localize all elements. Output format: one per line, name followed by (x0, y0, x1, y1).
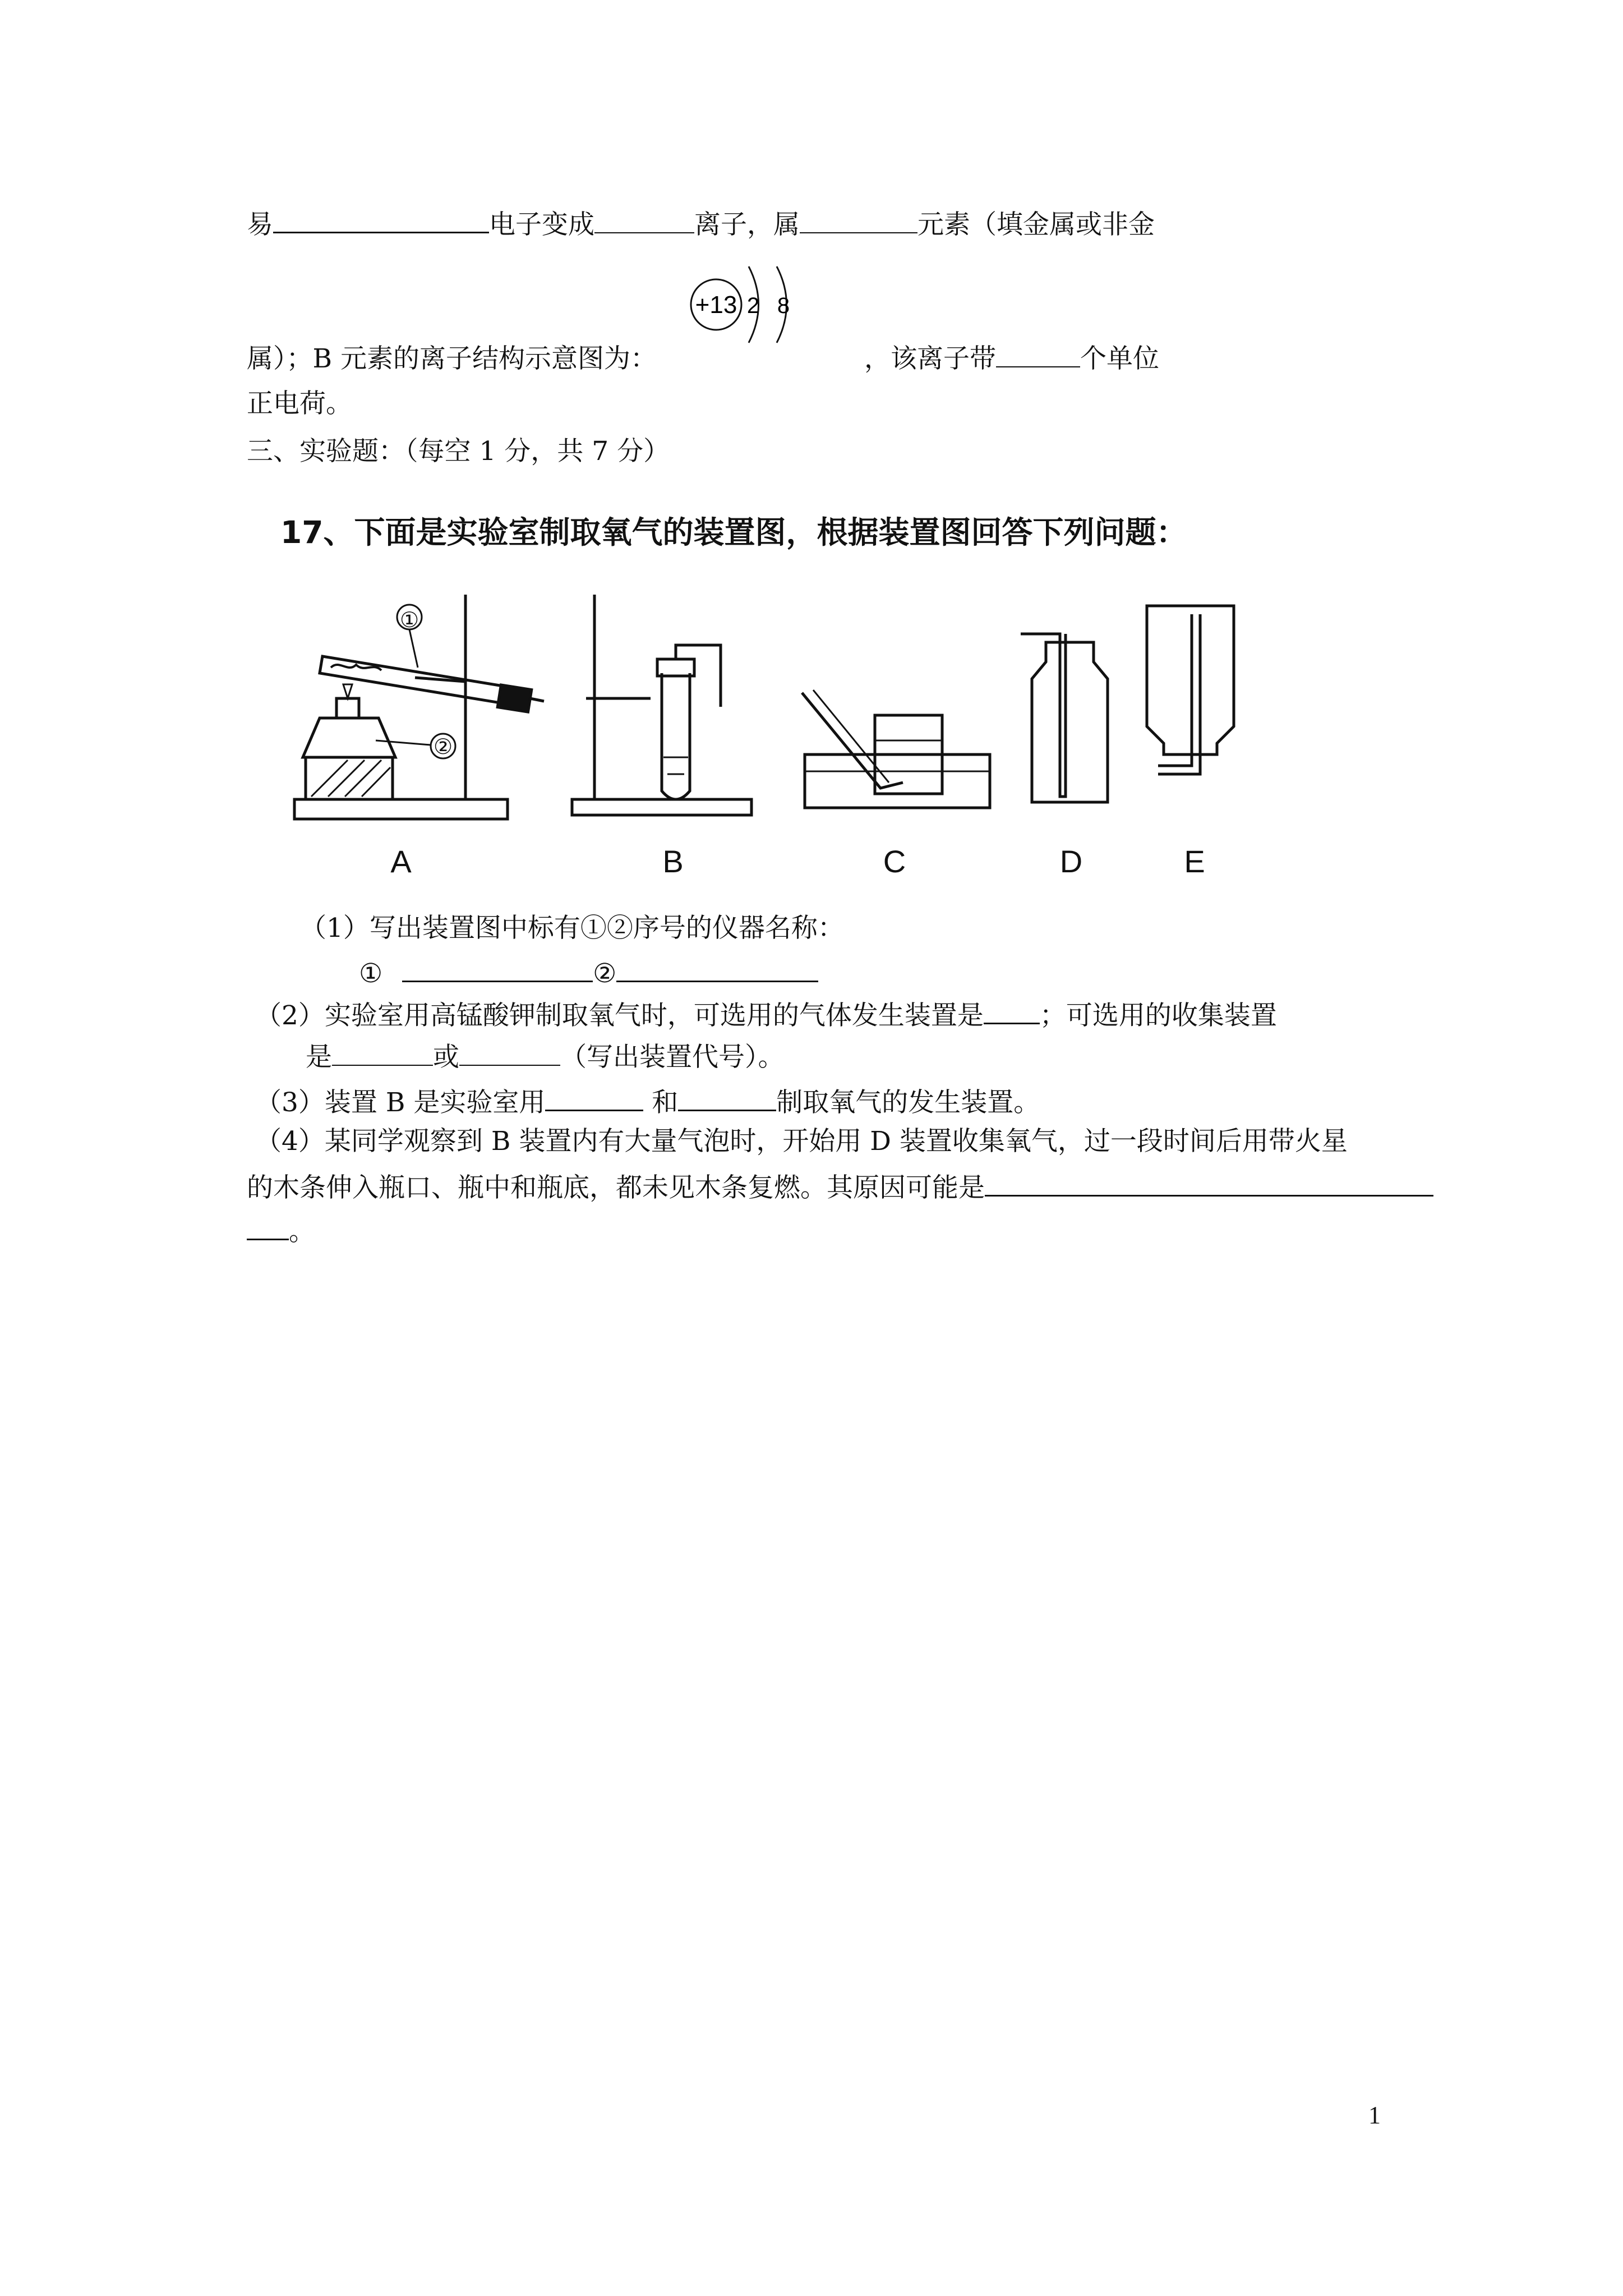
q-text: 或 (433, 1042, 459, 1073)
answer-blank[interactable] (985, 1168, 1433, 1197)
sub-question-1: （1）写出装置图中标有①②序号的仪器名称： (300, 913, 844, 944)
answer-blank[interactable] (402, 954, 593, 982)
sub-question-2-line-2 (306, 1038, 785, 1074)
q-text: 属）；B 元素的离子结构示意图为： (247, 343, 657, 374)
q-text: （3）装置 B 是实验室用 (255, 1087, 546, 1118)
marker-2: ② (433, 735, 453, 759)
q-text: 制取氧气的发生装置。 (776, 1087, 1040, 1118)
section-heading: 三、实验题：（每空 1 分，共 7 分） (247, 436, 670, 467)
answer-blank[interactable] (332, 1038, 433, 1066)
answer-blank[interactable] (984, 996, 1040, 1024)
q-text: 电子变成 (489, 209, 594, 240)
sub-question-2 (255, 996, 1277, 1033)
page-number: 1 (1368, 2101, 1381, 2129)
sub-question-4-line-3 (247, 1212, 315, 1249)
q-text: 元素（填金属或非金 (917, 209, 1155, 240)
q-text: ；可选用的收集装置 (1039, 1000, 1277, 1031)
answer-blank[interactable] (800, 205, 917, 233)
blank-label-2: ② (593, 958, 617, 989)
figure-label-d: D (1059, 844, 1083, 879)
water-trough (805, 754, 990, 808)
question-line-3: 正电荷。 (247, 388, 352, 419)
figure-label-b: B (662, 844, 684, 879)
ion-structure-diagram (687, 255, 802, 353)
q-text: 和 (643, 1087, 679, 1118)
apparatus-figure (280, 589, 1346, 886)
answer-blank[interactable] (594, 205, 694, 233)
sub-question-4-line-2 (247, 1168, 1433, 1205)
answer-blank[interactable] (616, 954, 818, 982)
sub-question-4-line-1: （4）某同学观察到 B 装置内有大量气泡时，开始用 D 装置收集氧气，过一段时间后用带火星 (255, 1126, 1348, 1157)
stand-base-b (572, 799, 751, 815)
q-text: 易 (247, 209, 273, 240)
shell-electrons-2: 8 (777, 293, 790, 318)
gas-bottle-d (1032, 642, 1108, 802)
alcohol-lamp (303, 718, 395, 757)
q-text: 离子，属 (694, 209, 800, 240)
figure-label-a: A (390, 844, 412, 879)
q-text: 。 (289, 1216, 315, 1247)
answer-blank[interactable] (247, 1212, 289, 1240)
sub-question-1-blanks (359, 954, 818, 991)
sub-question-3 (255, 1083, 1040, 1120)
figure-label-e: E (1184, 844, 1205, 879)
question-line-2 (247, 339, 1159, 376)
answer-blank[interactable] (678, 1083, 776, 1111)
marker-1: ① (399, 609, 419, 632)
q-text: 的木条伸入瓶口、瓶中和瓶底，都未见木条复燃。其原因可能是 (247, 1172, 985, 1203)
q-text: 是 (306, 1042, 332, 1073)
test-tube-b (662, 673, 690, 799)
shell-electrons-1: 2 (746, 293, 760, 318)
question-17-title: 17、下面是实验室制取氧气的装置图，根据装置图回答下列问题： (280, 514, 1187, 550)
q-text: ，该离子带 (864, 343, 996, 374)
answer-blank[interactable] (996, 339, 1080, 367)
blank-label-1: ① (359, 958, 383, 989)
figure-label-c: C (883, 844, 906, 879)
tube-d (1021, 634, 1066, 797)
answer-blank[interactable] (545, 1083, 643, 1111)
q-text: （写出装置代号）。 (560, 1042, 785, 1073)
nucleus-charge: +13 (695, 291, 737, 319)
question-line-1 (247, 205, 1155, 242)
answer-blank[interactable] (273, 205, 489, 233)
answer-blank[interactable] (459, 1038, 560, 1066)
q-text: 个单位 (1080, 343, 1159, 374)
stand-base-a (294, 799, 508, 819)
q-text: （2）实验室用高锰酸钾制取氧气时，可选用的气体发生装置是 (255, 1000, 984, 1031)
